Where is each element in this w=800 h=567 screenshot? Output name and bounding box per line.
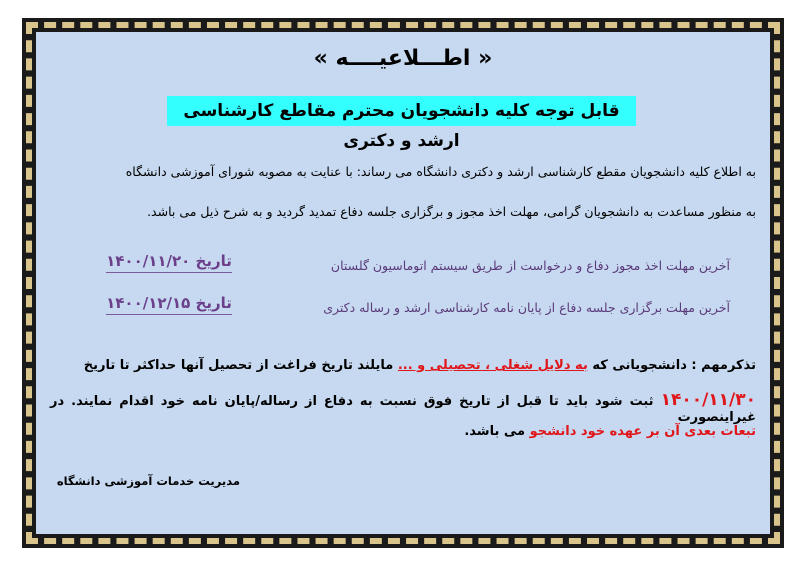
deadline-description: آخرین مهلت اخذ مجوز دفاع و درخواست از طریق سیستم اتوماسیون گلستان: [330, 258, 730, 273]
intro-line-2: به منظور مساعدت به دانشجویان گرامی، مهلت اخذ مجوز و برگزاری جلسه دفاع تمدید گردید و به شرح ذیل می باشد.: [147, 204, 756, 219]
deadline-date: تاریخ ۱۴۰۰/۱۲/۱۵: [106, 294, 232, 315]
important-note-line-1: [50, 358, 756, 373]
deadline-row: [36, 252, 770, 280]
notice-panel: [36, 32, 770, 534]
important-note-line-3: [50, 424, 756, 439]
intro-line-1: به اطلاع کلیه دانشجویان مقطع کارشناسی ارشد و دکتری دانشگاه می رساند: با عنایت به مصوبه شورای آموزشی دانشگاه: [125, 164, 756, 179]
note-deadline-date: ۱۴۰۰/۱۱/۳۰: [660, 390, 756, 410]
note-highlight-responsibility: تبعات بعدی آن بر عهده خود دانشجو: [529, 424, 756, 439]
signature-office: مدیریت خدمات آموزشی دانشگاه: [56, 474, 240, 488]
note-highlight-reasons: به دلایل شغلی ، تحصیلی و ...: [397, 358, 588, 373]
note-text: ثبت شود باید تا قبل از تاریخ فوق نسبت به دفاع از رساله/پایان نامه خود اقدام نمایند. در غیراینصورت: [50, 394, 756, 425]
important-note-line-2: [50, 390, 756, 425]
deadline-row: [36, 294, 770, 322]
note-text: دانشجویانی که: [587, 358, 692, 373]
important-note-label: تذکرمهم :: [691, 358, 756, 373]
notice-heading: « اطـــلاعیــــه »: [313, 46, 493, 71]
note-text: مایلند تاریخ فراغت از تحصیل آنها حداکثر تا تاریخ: [83, 358, 398, 373]
deadline-description: آخرین مهلت برگزاری جلسه دفاع از پایان نامه کارشناسی ارشد و رساله دکتری: [323, 300, 730, 315]
deadline-date: تاریخ ۱۴۰۰/۱۱/۲۰: [106, 252, 232, 273]
notice-subheading: قابل توجه کلیه دانشجویان محترم مقاطع کارشناسی ارشد و دکتری: [167, 96, 636, 126]
note-text: می باشد.: [464, 424, 530, 439]
